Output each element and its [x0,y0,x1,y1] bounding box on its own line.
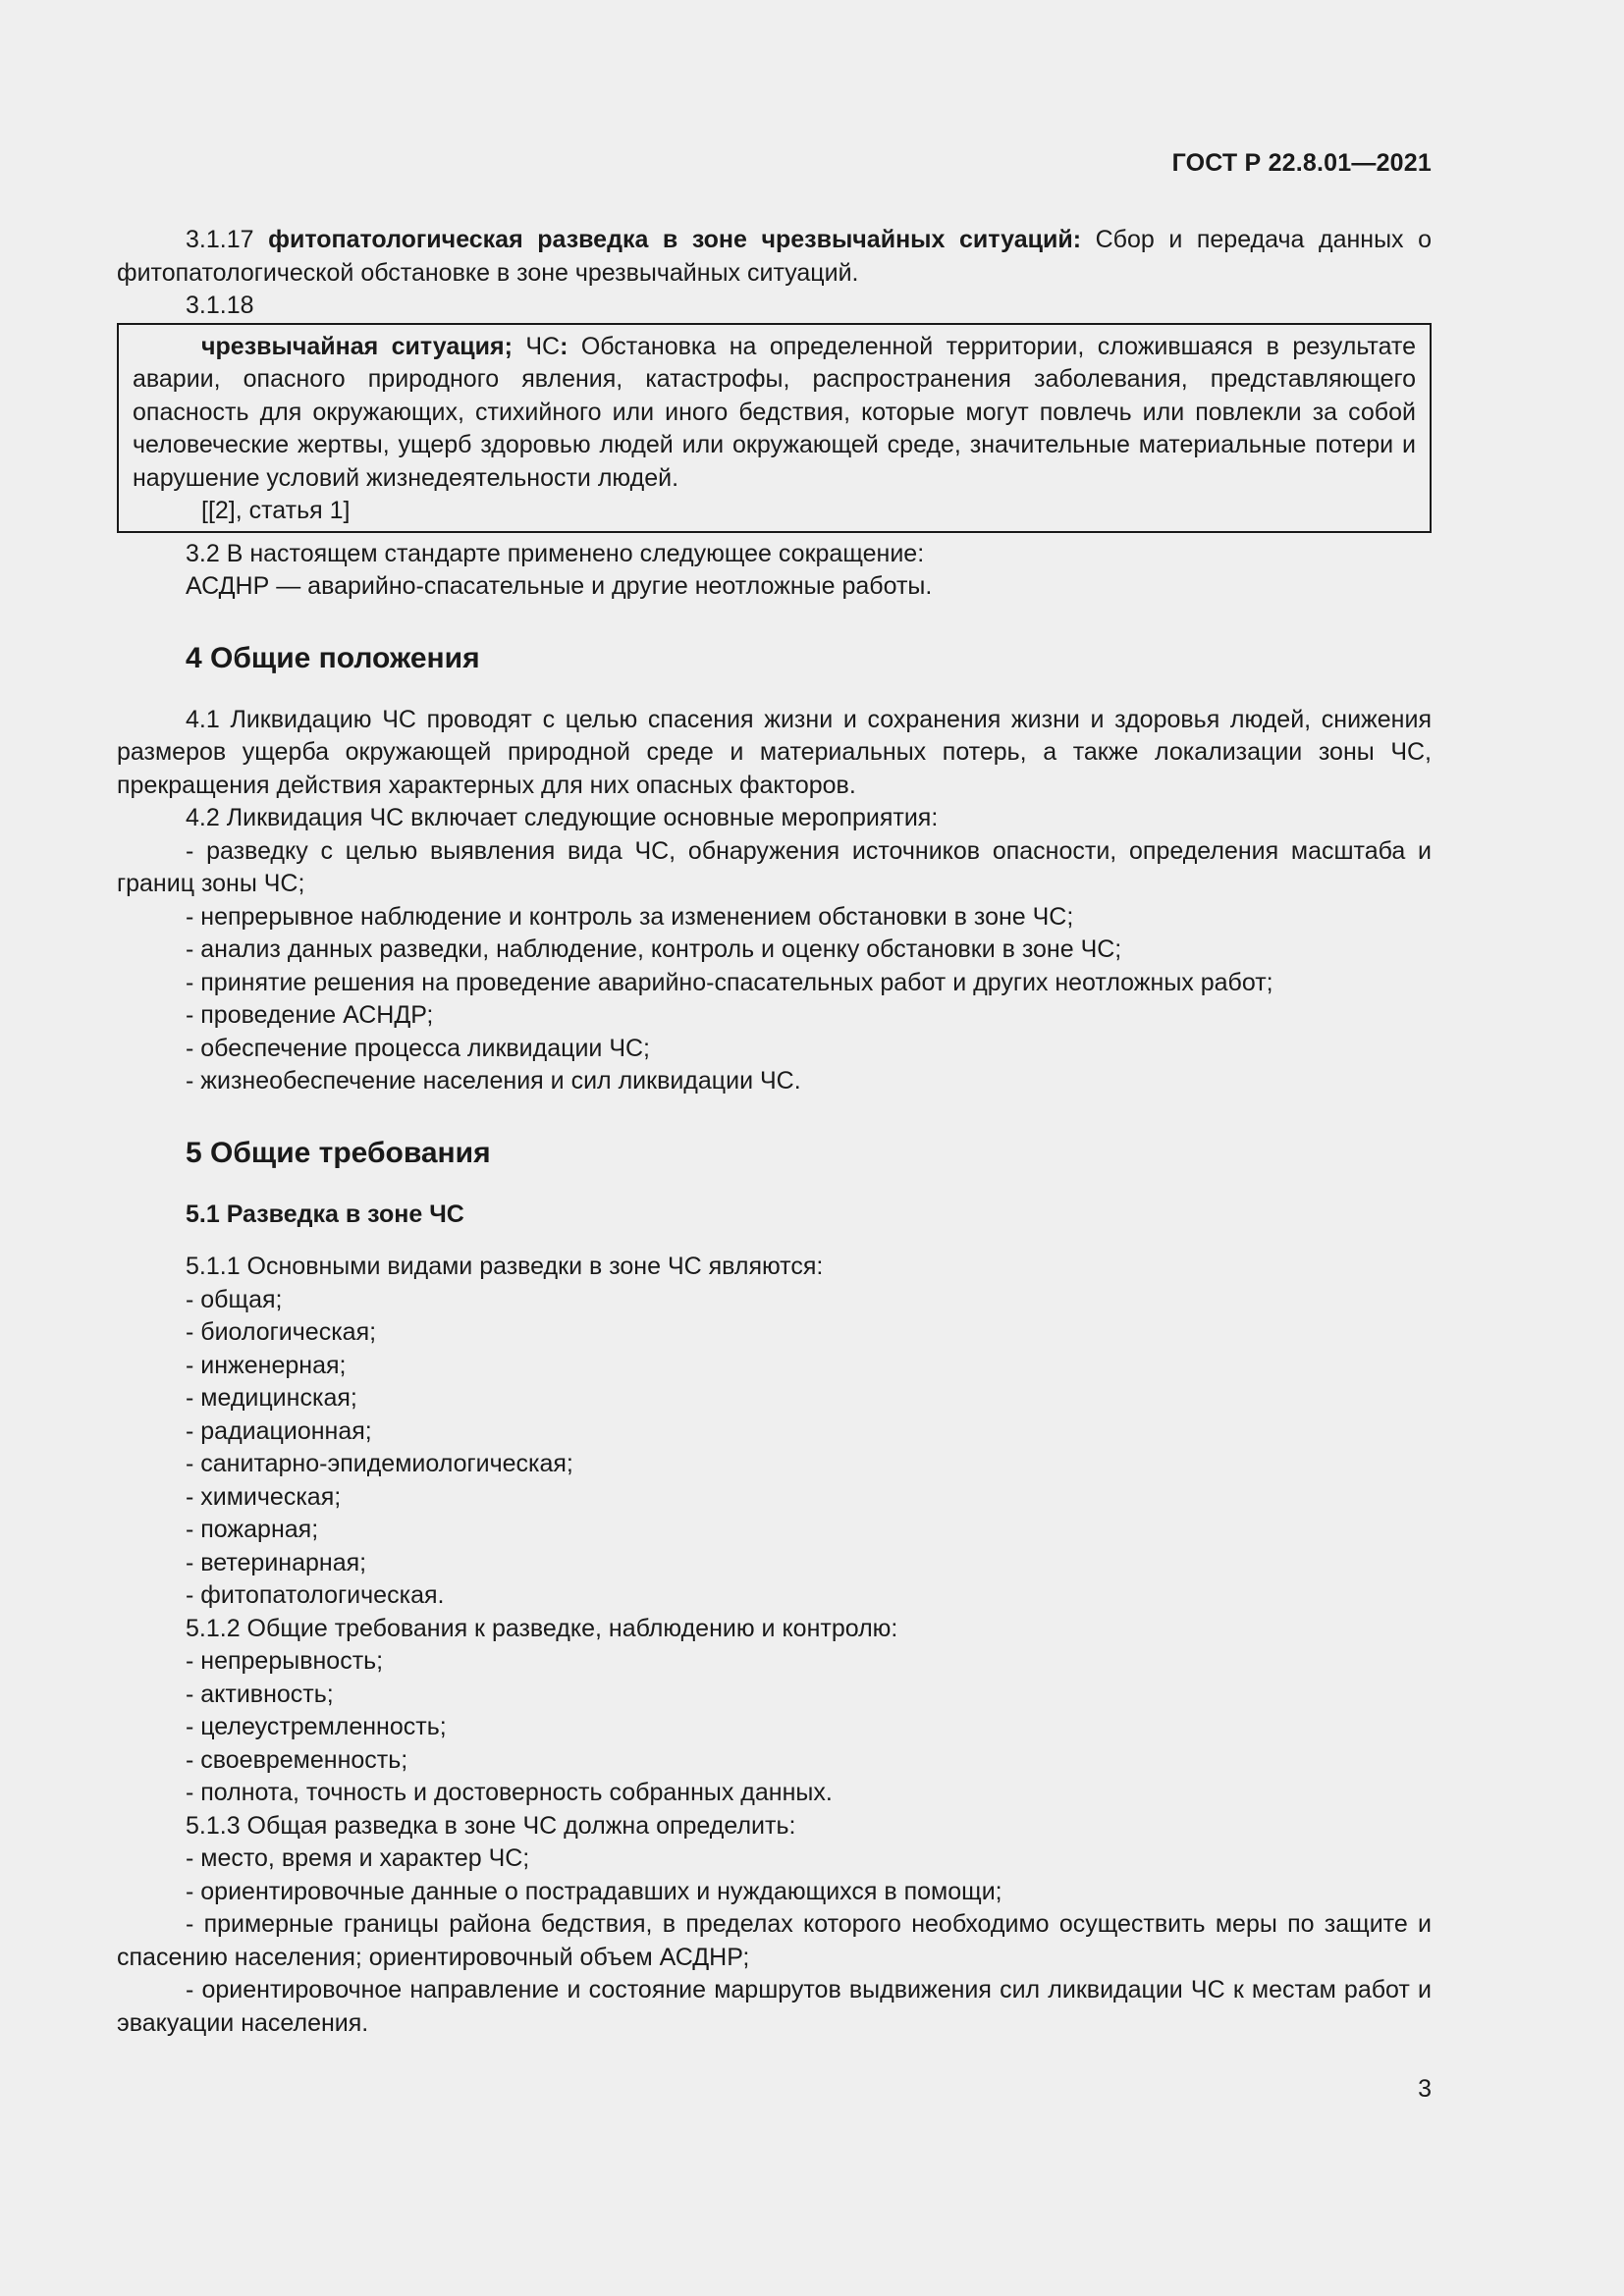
list-item: - медицинская; [186,1384,357,1412]
section-5-title: 5 Общие требования [186,1136,491,1169]
list-item: - жизнеобеспечение населения и сил ликвидации ЧС. [186,1067,801,1095]
clause-number: 3.1.17 [186,226,254,253]
list-item: - фитопатологическая. [186,1581,445,1609]
list-item: - своевременность; [186,1745,408,1774]
list-item: - целеустремленность; [186,1713,447,1740]
list-item: - инженерная; [186,1351,347,1379]
list-item: - активность; [186,1680,334,1708]
term-bold: фитопатологическая разведка в зоне чрезвычайных ситуаций: [268,226,1082,253]
clause-4-2: 4.2 Ликвидация ЧС включает следующие основные мероприятия: [186,804,939,831]
list-item: - химическая; [186,1482,342,1511]
list-item: - примерные границы района бедствия, в пределах которого необходимо осуществить меры по защите и спасению населения; ориентировочный объем АСДНР; [117,1910,1432,1971]
list-item: - общая; [186,1285,283,1313]
list-item: - радиационная; [186,1416,372,1445]
list-item: - непрерывность; [186,1647,384,1675]
document-code: ГОСТ Р 22.8.01—2021 [1171,149,1432,177]
clause-5-1-2: 5.1.2 Общие требования к разведке, наблюдению и контролю: [186,1614,898,1642]
list-item: - обеспечение процесса ликвидации ЧС; [186,1034,650,1062]
subsection-5-1-title: 5.1 Разведка в зоне ЧС [186,1200,464,1228]
definition-box [117,323,1432,533]
page-number: 3 [1418,2075,1432,2103]
list-item: - санитарно-эпидемиологическая; [186,1450,573,1477]
term-bold: чрезвычайная ситуация; [201,332,513,360]
abbreviation-asdnr: АСДНР — аварийно-спасательные и другие неотложные работы. [186,572,933,600]
list-item: - анализ данных разведки, наблюдение, контроль и оценку обстановки в зоне ЧС; [186,935,1122,963]
clause-5-1-1: 5.1.1 Основными видами разведки в зоне ЧС являются: [186,1253,824,1280]
clause-3-1-18-number: 3.1.18 [186,292,254,319]
clause-3-2: 3.2 В настоящем стандарте применено следующее сокращение: [186,539,925,567]
clause-3-1-18 [133,331,1416,496]
list-item: - ориентировочное направление и состояние маршрутов выдвижения сил ликвидации ЧС к местам работ и эвакуации населения. [117,1976,1432,2037]
document-body [117,224,1432,2040]
term-abbreviation: ЧС [525,332,561,360]
list-item: - непрерывное наблюдение и контроль за изменением обстановки в зоне ЧС; [186,902,1074,931]
list-item: - полнота, точность и достоверность собранных данных. [186,1779,833,1806]
list-item: - ориентировочные данные о пострадавших и нуждающихся в помощи; [186,1877,1002,1905]
list-item: - разведку с целью выявления вида ЧС, обнаружения источников опасности, определения масштаба и границ зоны ЧС; [117,836,1432,897]
term-definition: Сбор и передача данных о фитопатологической обстановке в зоне чрезвычайных ситуаций. [117,226,1433,287]
term-definition: Обстановка на определенной территории, сложившаяся в результате аварии, опасного природного явления, катастрофы, распространения заболевания, представляющего опасность для окружающих, стихийного или иного бедствия, которые могут повлечь или повлекли за собой человеческие жертвы, ущерб здоровью людей или окружающей среде, значительные материальные потери и нарушение условий жизнедеятельности людей. [133,332,1416,492]
section-4-title: 4 Общие положения [186,641,480,674]
list-item: - принятие решения на проведение аварийно-спасательных работ и других неотложных работ; [186,968,1273,996]
definition-source: [[2], статья 1] [201,497,351,524]
list-item: - биологическая; [186,1318,377,1346]
list-item: - ветеринарная; [186,1548,367,1576]
list-item: - пожарная; [186,1516,319,1543]
clause-5-1-3: 5.1.3 Общая разведка в зоне ЧС должна определить: [186,1811,796,1840]
clause-3-1-17 [117,224,1432,290]
term-colon: : [560,332,568,360]
list-item: - место, время и характер ЧС; [186,1844,530,1872]
list-item: - проведение АСНДР; [186,1001,434,1029]
clause-4-1: 4.1 Ликвидацию ЧС проводят с целью спасения жизни и сохранения жизни и здоровья людей, снижения размеров ущерба окружающей природной среде и материальных потерь, а также локализации зоны ЧС, прекращения действия характерных для них опасных факторов. [117,705,1432,799]
